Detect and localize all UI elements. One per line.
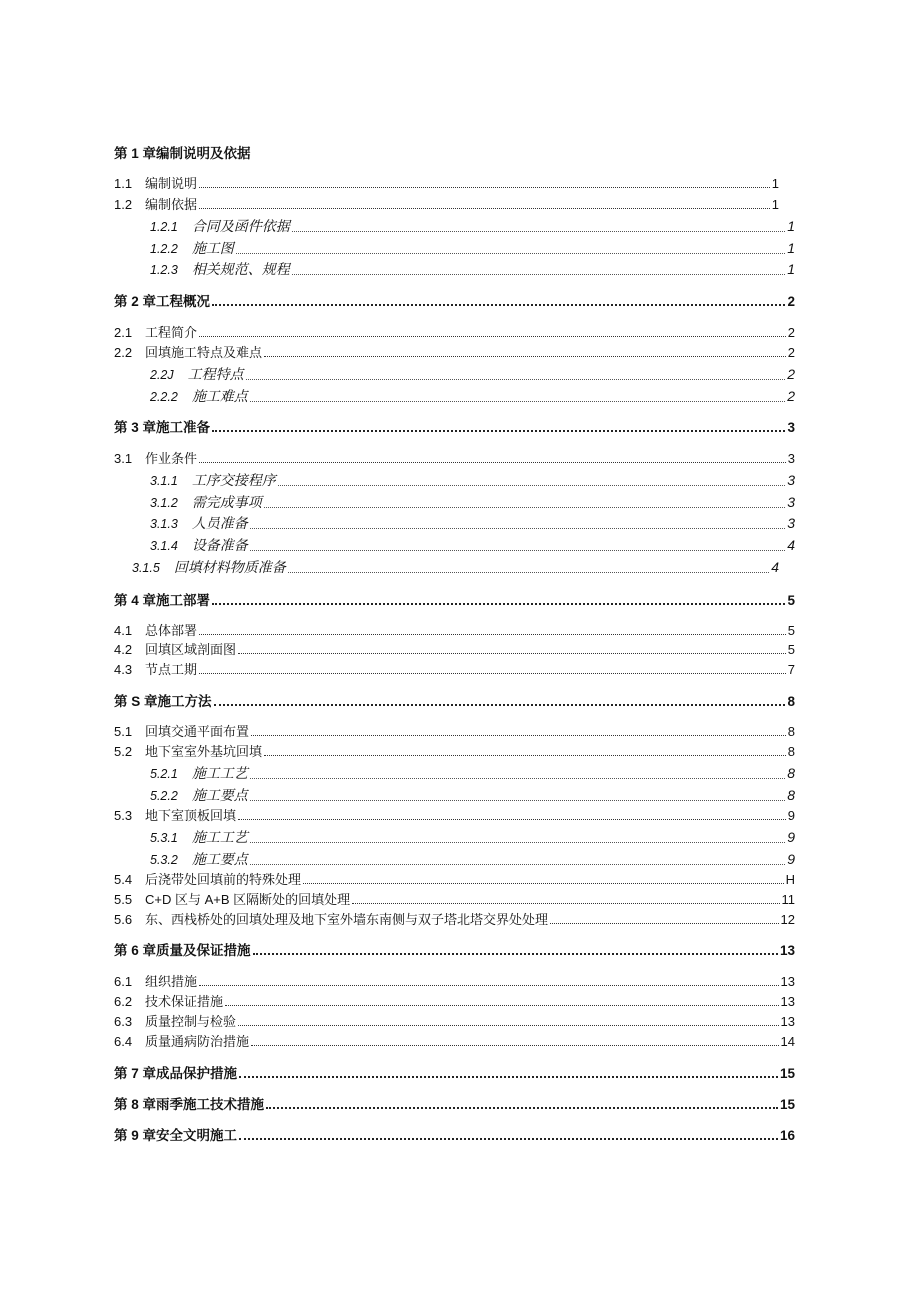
- toc-title: 回填区域剖面图: [145, 642, 237, 657]
- toc-page: 8: [787, 724, 795, 739]
- toc-section[interactable]: [114, 890, 795, 910]
- toc-page: 9: [787, 851, 795, 867]
- toc-page: 15: [779, 1097, 795, 1112]
- toc-page: 3: [787, 494, 795, 510]
- toc-subsection[interactable]: [150, 827, 795, 847]
- toc-subsection[interactable]: [150, 513, 795, 533]
- toc-page: 3: [787, 515, 795, 531]
- toc-number: 3.1.1: [150, 474, 178, 488]
- toc-section[interactable]: [114, 806, 795, 826]
- toc-page: 2: [787, 388, 795, 404]
- toc-subsection[interactable]: [150, 364, 795, 384]
- toc-title: 施工工艺: [191, 765, 248, 781]
- toc-number: 3.1.3: [150, 517, 178, 531]
- toc-section[interactable]: [114, 621, 795, 641]
- toc-page: 2: [787, 294, 795, 309]
- toc-section[interactable]: [114, 742, 795, 762]
- dot-leader: [199, 663, 786, 674]
- dot-leader: [246, 367, 786, 380]
- dot-leader: [250, 852, 785, 865]
- toc-title: 施工图: [191, 240, 234, 256]
- toc-number: 1.1: [114, 176, 133, 191]
- toc-chapter-3[interactable]: [114, 418, 795, 438]
- dot-leader: [199, 452, 786, 463]
- toc-subsection[interactable]: [150, 386, 795, 406]
- toc-number: 2.2: [114, 345, 133, 360]
- toc-subsection[interactable]: [150, 238, 795, 258]
- dot-leader: [238, 643, 786, 654]
- dot-leader: [199, 177, 770, 188]
- dot-leader: [250, 538, 785, 551]
- toc-page: 1: [771, 176, 779, 191]
- toc-page: 13: [780, 974, 795, 989]
- toc-page: 4: [771, 559, 779, 575]
- toc-title: 安全文明施工: [156, 1128, 238, 1143]
- toc-number: 5.5: [114, 892, 133, 907]
- toc-page: 8: [787, 765, 795, 781]
- toc-title: 施工要点: [191, 851, 248, 867]
- toc-page: 2: [787, 366, 795, 382]
- toc-number: 5.2.1: [150, 767, 178, 781]
- toc-page: 15: [779, 1066, 795, 1081]
- toc-page: 14: [780, 1034, 795, 1049]
- toc-section[interactable]: [114, 992, 795, 1012]
- toc-page: 9: [787, 829, 795, 845]
- dot-leader: [236, 241, 785, 254]
- toc-title: 技术保证措施: [145, 994, 224, 1009]
- dot-leader: [288, 560, 769, 573]
- toc-page: H: [785, 872, 795, 887]
- toc-title: 作业条件: [145, 451, 198, 466]
- toc-number: 5.3: [114, 808, 133, 823]
- toc-page: 5: [787, 623, 795, 638]
- toc-page: 2: [787, 345, 795, 360]
- dot-leader: [352, 893, 779, 904]
- toc-section[interactable]: [114, 343, 795, 363]
- toc-number: 4.3: [114, 662, 133, 677]
- toc-section[interactable]: [114, 722, 795, 742]
- toc-number: 第 7 章: [114, 1066, 157, 1081]
- toc-page: 13: [779, 943, 795, 958]
- toc-title: 设备准备: [191, 537, 248, 553]
- toc-chapter-9[interactable]: [114, 1126, 795, 1146]
- toc-title: 质量控制与检验: [145, 1014, 237, 1029]
- toc-number: 4.1: [114, 623, 133, 638]
- toc-section[interactable]: [114, 174, 779, 194]
- toc-number: 第 6 章: [114, 943, 157, 958]
- toc-title: 成品保护措施: [156, 1066, 238, 1081]
- toc-number: 第 1 章: [114, 146, 157, 161]
- toc-number: 1.2.3: [150, 263, 178, 277]
- toc-section[interactable]: [114, 1032, 795, 1052]
- toc-chapter-5[interactable]: [114, 692, 795, 712]
- toc-title: 施工要点: [191, 787, 248, 803]
- dot-leader: [266, 1097, 778, 1109]
- toc-title: 地下室室外基坑回填: [145, 744, 263, 759]
- toc-number: 3.1.4: [150, 539, 178, 553]
- dot-leader: [292, 219, 785, 232]
- dot-leader: [278, 473, 785, 486]
- toc-page: 1: [787, 218, 795, 234]
- toc-page: 3: [787, 451, 795, 466]
- toc-number: 6.2: [114, 994, 133, 1009]
- toc-page: 13: [780, 994, 795, 1009]
- toc-title: 质量通病防治措施: [145, 1034, 250, 1049]
- toc-title: 回填施工特点及难点: [145, 345, 263, 360]
- toc-title: 节点工期: [145, 662, 198, 677]
- toc-page: 8: [787, 694, 795, 709]
- toc-subsection[interactable]: [150, 535, 795, 555]
- toc-title: 组织措施: [145, 974, 198, 989]
- toc-number: 1.2.2: [150, 242, 178, 256]
- dot-leader: [239, 1128, 778, 1140]
- toc-page: 1: [771, 197, 779, 212]
- toc-page: 7: [787, 662, 795, 677]
- dot-leader: [253, 943, 778, 955]
- toc-subsection[interactable]: [150, 259, 795, 279]
- toc-page: 11: [781, 892, 795, 907]
- dot-leader: [199, 624, 786, 635]
- toc-section[interactable]: [114, 870, 795, 890]
- toc-number: 6.1: [114, 974, 133, 989]
- toc-subsection[interactable]: [150, 470, 795, 490]
- dot-leader: [212, 593, 785, 605]
- toc-section[interactable]: [114, 323, 795, 343]
- toc-number: 1.2: [114, 197, 133, 212]
- toc-page: 1: [787, 240, 795, 256]
- toc-subsection[interactable]: [150, 849, 795, 869]
- dot-leader: [212, 294, 785, 306]
- toc-chapter-1[interactable]: [114, 144, 251, 164]
- toc-chapter-7[interactable]: [114, 1064, 795, 1084]
- toc-title: 工程概况: [156, 294, 211, 309]
- toc-subsection[interactable]: [150, 492, 795, 512]
- toc-section[interactable]: [114, 660, 795, 680]
- toc-number: 第 4 章: [114, 593, 157, 608]
- toc-page: 8: [787, 787, 795, 803]
- toc-page: 8: [787, 744, 795, 759]
- toc-title: 施工准备: [156, 420, 211, 435]
- toc-subsection[interactable]: [132, 557, 779, 577]
- toc-title: 人员准备: [191, 515, 248, 531]
- toc-page: 4: [787, 537, 795, 553]
- toc-number: 第 S 章: [114, 694, 158, 709]
- toc-number: 第 3 章: [114, 420, 157, 435]
- toc-subsection[interactable]: [150, 216, 795, 236]
- toc-number: 3.1.5: [132, 561, 160, 575]
- toc-page: 12: [780, 912, 795, 927]
- toc-number: 第 2 章: [114, 294, 157, 309]
- toc-title: 回填材料物质准备: [173, 559, 286, 575]
- toc-title: 合同及函件依据: [191, 218, 290, 234]
- dot-leader: [214, 694, 786, 706]
- toc-title: 相关规范、规程: [191, 261, 290, 277]
- toc-section[interactable]: [114, 972, 795, 992]
- toc-number: 5.4: [114, 872, 133, 887]
- toc-page: 3: [787, 420, 795, 435]
- toc-title: 东、西栈桥处的回填处理及地下室外墙东南侧与双子塔北塔交界处处理: [145, 912, 549, 927]
- dot-leader: [239, 1066, 778, 1078]
- toc-title: C+D 区与 A+B 区隔断处的回填处理: [145, 892, 351, 907]
- toc-number: 2.2.2: [150, 390, 178, 404]
- toc-title: 编制依据: [145, 197, 198, 212]
- toc-number: 5.3.1: [150, 831, 178, 845]
- dot-leader: [238, 1015, 779, 1026]
- toc-page: 2: [787, 325, 795, 340]
- dot-leader: [250, 389, 785, 402]
- toc-chapter-6[interactable]: [114, 941, 795, 961]
- toc-chapter-4[interactable]: [114, 591, 795, 611]
- toc-title: 编制说明: [145, 176, 198, 191]
- toc-page: 13: [780, 1014, 795, 1029]
- toc-number: 3.1.2: [150, 496, 178, 510]
- toc-title: 质量及保证措施: [156, 943, 251, 958]
- toc-number: 第 8 章: [114, 1097, 157, 1112]
- toc-title: 地下室顶板回填: [145, 808, 237, 823]
- toc-number: 5.6: [114, 912, 133, 927]
- toc-title: 工程简介: [145, 325, 198, 340]
- toc-number: 4.2: [114, 642, 133, 657]
- toc-page: 5: [787, 642, 795, 657]
- dot-leader: [303, 873, 784, 884]
- toc-number: 2.1: [114, 325, 133, 340]
- toc-number: 5.1: [114, 724, 133, 739]
- toc-number: 1.2.1: [150, 220, 178, 234]
- toc-title: 施工难点: [191, 388, 248, 404]
- toc-page: 5: [787, 593, 795, 608]
- dot-leader: [250, 788, 785, 801]
- toc-number: 第 9 章: [114, 1128, 157, 1143]
- toc-title: 回填交通平面布置: [145, 724, 250, 739]
- toc-section[interactable]: [114, 195, 779, 215]
- dot-leader: [212, 420, 785, 432]
- dot-leader: [264, 495, 785, 508]
- dot-leader: [199, 975, 779, 986]
- dot-leader: [199, 198, 770, 209]
- toc-subsection[interactable]: [150, 763, 795, 783]
- toc-title: 工程特点: [187, 366, 244, 382]
- toc-title: 编制说明及依据: [156, 146, 251, 161]
- toc-title: 总体部署: [145, 623, 198, 638]
- toc-title: 施工方法: [157, 694, 212, 709]
- toc-page: 16: [779, 1128, 795, 1143]
- dot-leader: [250, 516, 785, 529]
- toc-page: 1: [787, 261, 795, 277]
- toc-chapter-8[interactable]: [114, 1095, 795, 1115]
- dot-leader: [550, 913, 779, 924]
- toc-title: 工序交接程序: [191, 472, 276, 488]
- toc-title: 雨季施工技术措施: [156, 1097, 265, 1112]
- dot-leader: [250, 830, 785, 843]
- toc-chapter-2[interactable]: [114, 292, 795, 312]
- toc-title: 需完成事项: [191, 494, 262, 510]
- toc-number: 5.2.2: [150, 789, 178, 803]
- toc-number: 6.3: [114, 1014, 133, 1029]
- toc-number: 3.1: [114, 451, 133, 466]
- dot-leader: [292, 262, 785, 275]
- dot-leader: [264, 346, 786, 357]
- toc-page: 9: [787, 808, 795, 823]
- dot-leader: [251, 725, 786, 736]
- dot-leader: [250, 766, 785, 779]
- toc-section[interactable]: [114, 910, 795, 930]
- toc-page: 3: [787, 472, 795, 488]
- dot-leader: [238, 809, 786, 820]
- toc-subsection[interactable]: [150, 785, 795, 805]
- toc-section[interactable]: [114, 449, 795, 469]
- dot-leader: [264, 745, 786, 756]
- toc-title: 施工部署: [156, 593, 211, 608]
- toc-number: 5.2: [114, 744, 133, 759]
- toc-number: 6.4: [114, 1034, 133, 1049]
- toc-section[interactable]: [114, 640, 795, 660]
- toc-number: 5.3.2: [150, 853, 178, 867]
- dot-leader: [199, 326, 786, 337]
- dot-leader: [251, 1035, 779, 1046]
- toc-title: 施工工艺: [191, 829, 248, 845]
- toc-number: 2.2J: [150, 368, 174, 382]
- dot-leader: [225, 995, 779, 1006]
- toc-section[interactable]: [114, 1012, 795, 1032]
- toc-title: 后浇带处回填前的特殊处理: [145, 872, 302, 887]
